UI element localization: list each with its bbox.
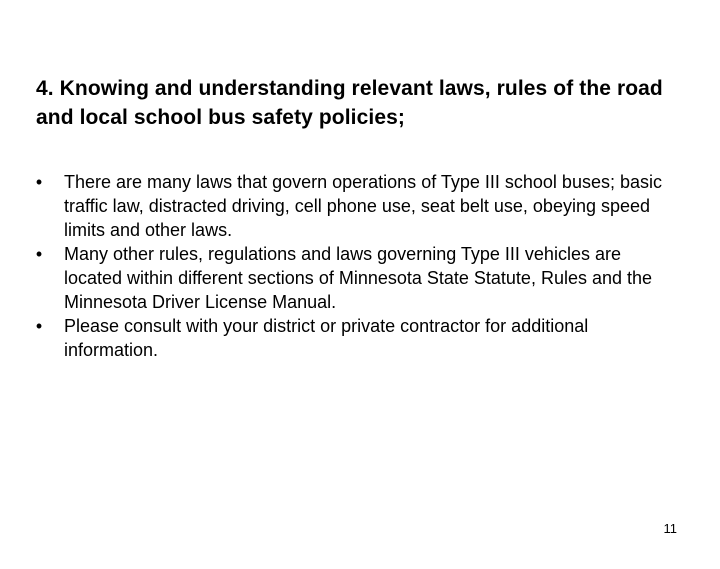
bullet-item	[30, 170, 670, 242]
slide-title: 4. Knowing and understanding relevant laws, rules of the road and local school bus safety policies;	[36, 77, 663, 129]
bullet-text: Please consult with your district or private contractor for additional information.	[64, 316, 589, 360]
bullet-item	[30, 314, 670, 362]
bullet-list	[30, 170, 670, 362]
bullet-text: Many other rules, regulations and laws governing Type III vehicles are located within different sections of Minnesota State Statute, Rules and the Minnesota Driver License Manual.	[64, 244, 653, 312]
bullet-icon: •	[35, 244, 43, 264]
bullet-item	[30, 242, 670, 314]
bullet-icon: •	[35, 172, 43, 192]
bullet-text: There are many laws that govern operations of Type III school buses; basic traffic law, distracted driving, cell phone use, seat belt use, obeying speed limits and other laws.	[64, 172, 662, 240]
bullet-icon: •	[35, 316, 43, 336]
page-number: 11	[663, 521, 677, 536]
